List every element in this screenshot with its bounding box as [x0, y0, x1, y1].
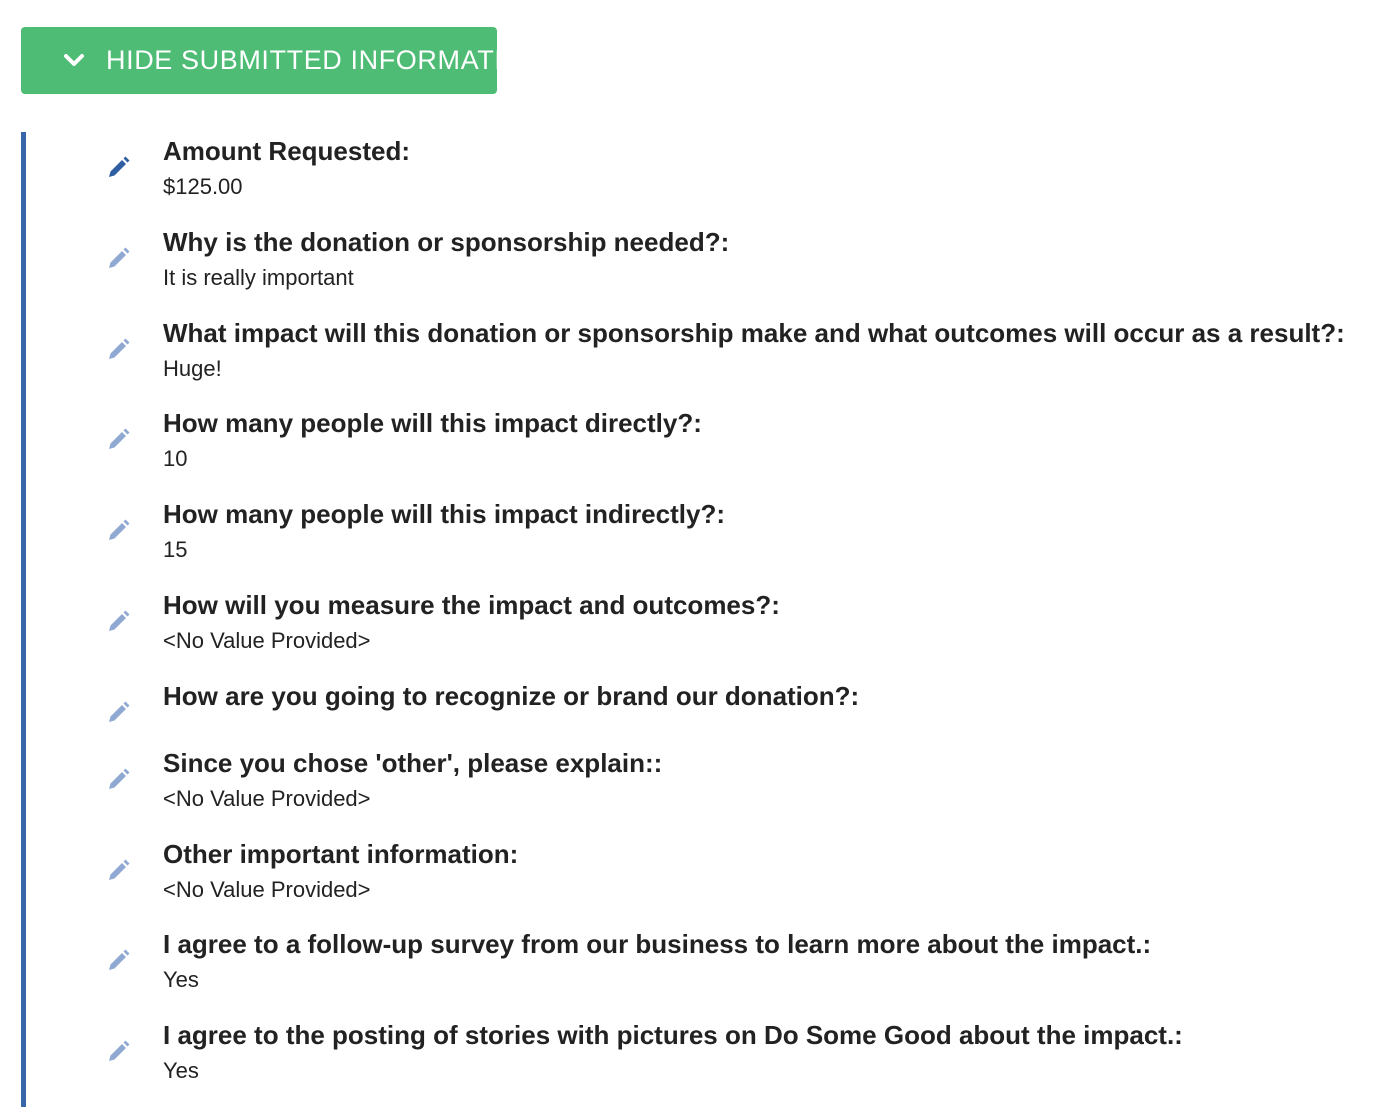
pencil-icon[interactable] — [106, 519, 130, 543]
pencil-icon[interactable] — [106, 768, 130, 792]
submitted-information-panel — [21, 132, 1381, 1107]
pencil-icon[interactable] — [106, 156, 130, 180]
field-label: I agree to the posting of stories with pictures on Do Some Good about the impact.: — [163, 1020, 1183, 1050]
hide-submitted-information-button[interactable] — [21, 27, 545, 94]
field-value: Huge! — [163, 356, 222, 381]
field-label: What impact will this donation or sponsorship make and what outcomes will occur as a result?: — [163, 318, 1345, 348]
field-value: 15 — [163, 537, 188, 562]
field-value: <No Value Provided> — [163, 786, 371, 811]
pencil-icon[interactable] — [106, 701, 130, 725]
pencil-icon[interactable] — [106, 247, 130, 271]
field-label: How many people will this impact directly?: — [163, 408, 702, 438]
field-value: <No Value Provided> — [163, 628, 371, 653]
field-label: Why is the donation or sponsorship needed?: — [163, 227, 730, 257]
pencil-icon[interactable] — [106, 338, 130, 362]
pencil-icon[interactable] — [106, 1040, 130, 1064]
field-label: Since you chose 'other', please explain:: — [163, 748, 663, 778]
field-value: It is really important — [163, 265, 354, 290]
field-value: Yes — [163, 1058, 199, 1083]
toggle-label: HIDE SUBMITTED INFORMATION — [106, 45, 545, 75]
field-label: How many people will this impact indirectly?: — [163, 499, 725, 529]
field-label: Amount Requested: — [163, 136, 410, 166]
field-value: $125.00 — [163, 174, 243, 199]
pencil-icon[interactable] — [106, 610, 130, 634]
field-value: <No Value Provided> — [163, 877, 371, 902]
field-label: Other important information: — [163, 839, 519, 869]
pencil-icon[interactable] — [106, 859, 130, 883]
pencil-icon[interactable] — [106, 428, 130, 452]
field-label: How will you measure the impact and outcomes?: — [163, 590, 780, 620]
chevron-down-icon — [63, 51, 85, 69]
pencil-icon[interactable] — [106, 949, 130, 973]
field-label: How are you going to recognize or brand our donation?: — [163, 681, 860, 711]
field-value: 10 — [163, 446, 188, 471]
field-value: Yes — [163, 967, 199, 992]
field-label: I agree to a follow-up survey from our business to learn more about the impact.: — [163, 929, 1152, 959]
